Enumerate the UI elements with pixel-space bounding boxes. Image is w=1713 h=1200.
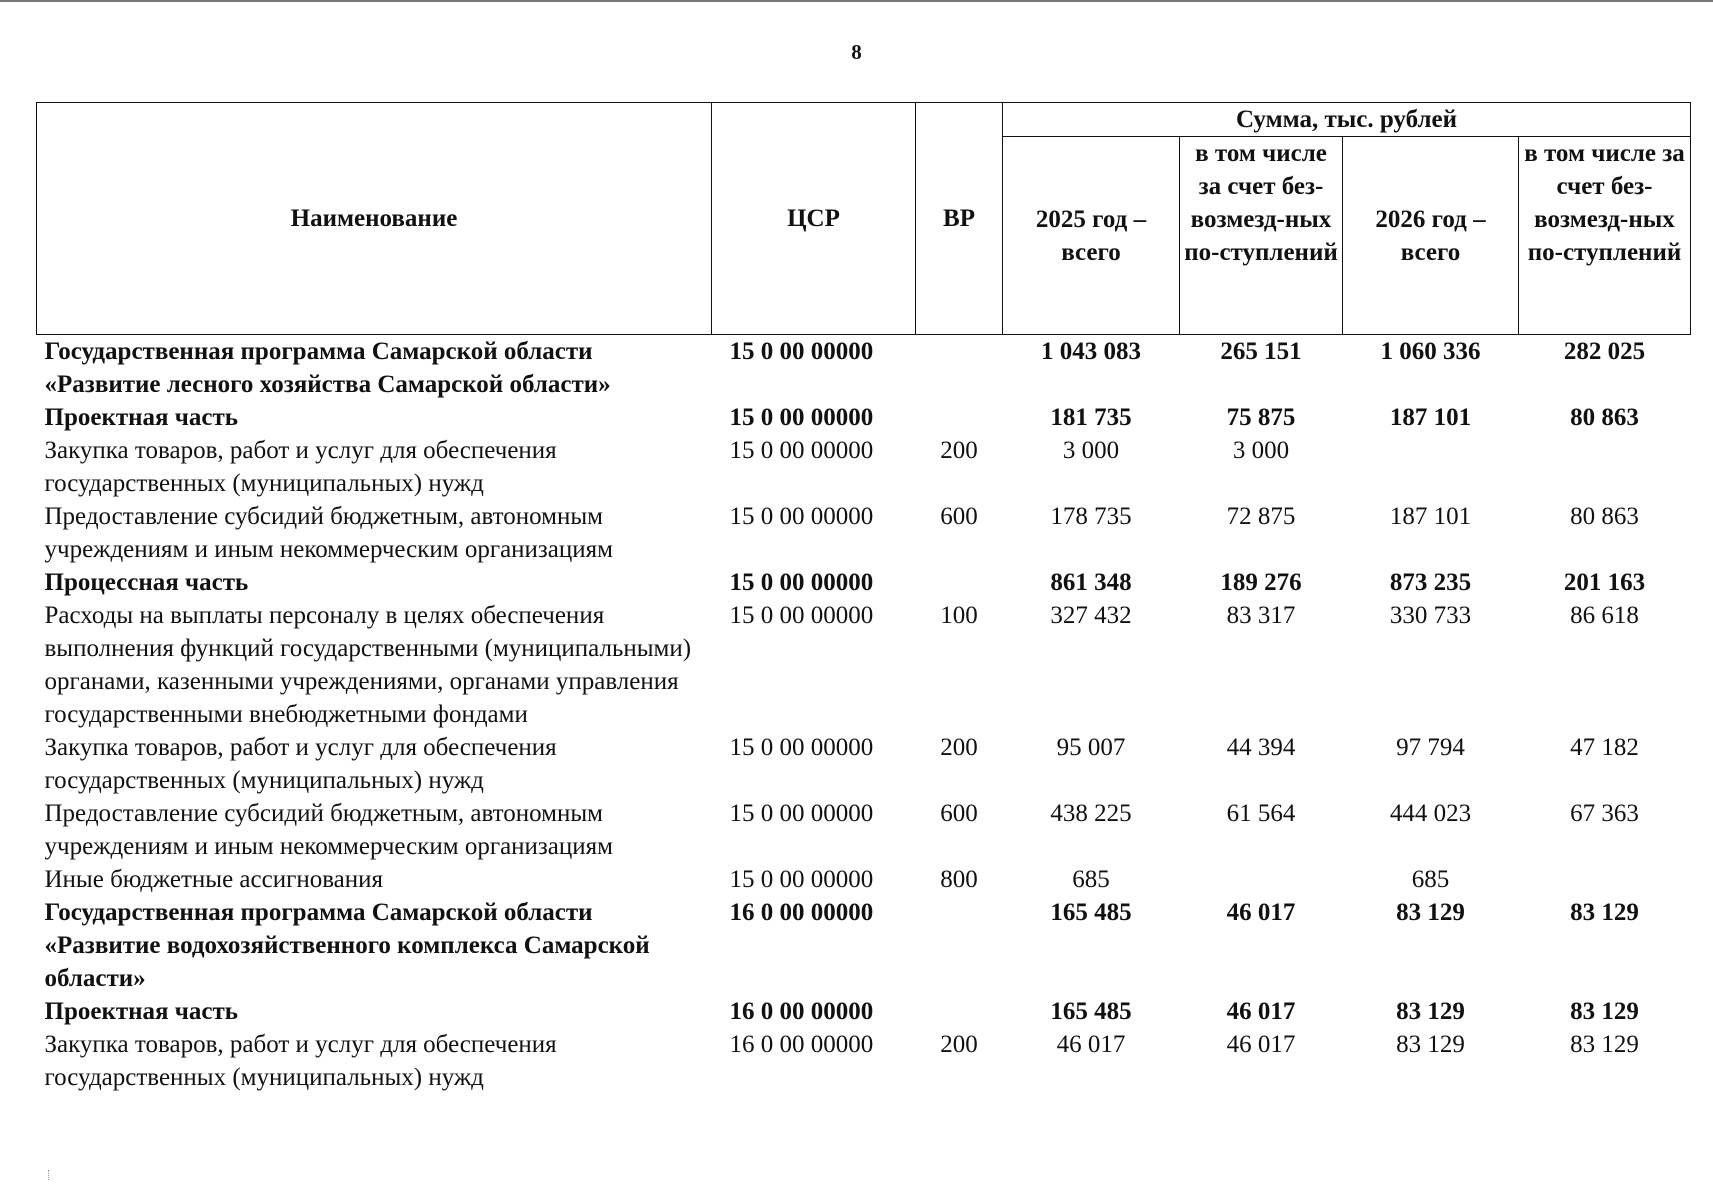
row-2026-gratuitous: 80 863 bbox=[1570, 404, 1639, 431]
table-row bbox=[37, 731, 1691, 797]
table-row bbox=[37, 797, 1691, 863]
header-csr: ЦСР bbox=[712, 103, 916, 335]
row-vr bbox=[916, 335, 1003, 402]
row-vr: 100 bbox=[940, 602, 978, 629]
table-row bbox=[37, 896, 1691, 995]
table-body bbox=[37, 335, 1691, 1095]
row-2025-gratuitous: 75 875 bbox=[1226, 404, 1296, 431]
row-csr: 15 0 00 00000 bbox=[729, 734, 874, 761]
row-2026-total: 444 023 bbox=[1389, 800, 1472, 827]
row-2026-total: 187 101 bbox=[1389, 503, 1472, 530]
row-2026-gratuitous: 86 618 bbox=[1570, 602, 1639, 629]
row-2025-total: 165 485 bbox=[1050, 998, 1132, 1025]
row-name: Проектная часть bbox=[44, 404, 239, 431]
row-2026-total: 97 794 bbox=[1396, 734, 1465, 761]
row-2026-gratuitous bbox=[1519, 863, 1691, 896]
row-2025-total: 46 017 bbox=[1056, 1031, 1126, 1058]
row-2026-total: 330 733 bbox=[1389, 602, 1472, 629]
row-2025-gratuitous: 44 394 bbox=[1226, 734, 1296, 761]
header-2026-gratuitous: в том числе за счет без-возмезд-ных по-ступлений bbox=[1519, 137, 1691, 335]
table-row bbox=[37, 599, 1691, 731]
row-2026-gratuitous: 83 129 bbox=[1570, 998, 1639, 1025]
row-2025-gratuitous bbox=[1180, 863, 1343, 896]
row-2025-gratuitous: 46 017 bbox=[1226, 899, 1296, 926]
row-2025-gratuitous: 46 017 bbox=[1226, 998, 1296, 1025]
row-name: Процессная часть bbox=[44, 569, 249, 596]
header-vr: ВР bbox=[916, 103, 1003, 335]
row-2025-gratuitous: 83 317 bbox=[1226, 602, 1296, 629]
row-name: Иные бюджетные ассигнования bbox=[44, 866, 384, 893]
row-name: Государственная программа Самарской области «Развитие водохозяйственного комплекса Самарской области» bbox=[44, 899, 650, 992]
header-sum-group: Сумма, тыс. рублей bbox=[1003, 103, 1691, 137]
row-2026-gratuitous: 83 129 bbox=[1570, 1031, 1639, 1058]
row-2026-total: 83 129 bbox=[1396, 899, 1465, 926]
row-2025-gratuitous: 189 276 bbox=[1220, 569, 1302, 596]
row-vr: 600 bbox=[940, 503, 978, 530]
row-vr: 200 bbox=[940, 1031, 978, 1058]
row-csr: 16 0 00 00000 bbox=[729, 1031, 874, 1058]
row-2025-gratuitous: 61 564 bbox=[1226, 800, 1296, 827]
row-csr: 15 0 00 00000 bbox=[729, 437, 874, 464]
row-csr: 15 0 00 00000 bbox=[729, 602, 874, 629]
row-2025-total: 181 735 bbox=[1050, 404, 1132, 431]
row-csr: 15 0 00 00000 bbox=[729, 569, 874, 596]
row-vr bbox=[916, 566, 1003, 599]
row-2025-gratuitous: 72 875 bbox=[1226, 503, 1296, 530]
row-vr bbox=[916, 401, 1003, 434]
row-csr: 15 0 00 00000 bbox=[729, 503, 874, 530]
row-2026-gratuitous: 83 129 bbox=[1570, 899, 1639, 926]
row-vr: 200 bbox=[940, 437, 978, 464]
row-vr bbox=[916, 896, 1003, 995]
header-name: Наименование bbox=[37, 103, 712, 335]
budget-table bbox=[36, 102, 1691, 1094]
row-2025-gratuitous: 3 000 bbox=[1232, 437, 1290, 464]
row-2026-gratuitous: 47 182 bbox=[1570, 734, 1639, 761]
table-row bbox=[37, 434, 1691, 500]
row-2025-gratuitous: 265 151 bbox=[1220, 338, 1302, 365]
row-vr: 800 bbox=[940, 866, 978, 893]
header-2026-total: 2026 год – всего bbox=[1343, 137, 1519, 335]
row-csr: 15 0 00 00000 bbox=[729, 866, 874, 893]
row-2026-gratuitous: 67 363 bbox=[1570, 800, 1639, 827]
row-name: Предоставление субсидий бюджетным, автономным учреждениям и иным некоммерческим организациям bbox=[44, 800, 613, 860]
row-csr: 16 0 00 00000 bbox=[729, 998, 874, 1025]
row-2025-total: 438 225 bbox=[1050, 800, 1132, 827]
row-name: Расходы на выплаты персоналу в целях обеспечения выполнения функций государственными (муниципальными) органами, казенными учреждениями, органами управления государственными внебюджетными фондами bbox=[44, 602, 692, 728]
row-name: Государственная программа Самарской области «Развитие лесного хозяйства Самарской области» bbox=[44, 338, 611, 398]
table-row bbox=[37, 500, 1691, 566]
table-row bbox=[37, 566, 1691, 599]
row-2025-total: 327 432 bbox=[1050, 602, 1132, 629]
header-2025-total: 2025 год – всего bbox=[1003, 137, 1180, 335]
row-2026-gratuitous: 201 163 bbox=[1563, 569, 1646, 596]
row-csr: 15 0 00 00000 bbox=[729, 338, 874, 365]
row-csr: 15 0 00 00000 bbox=[729, 404, 874, 431]
table-row bbox=[37, 335, 1691, 402]
table-row bbox=[37, 995, 1691, 1028]
row-vr: 600 bbox=[940, 800, 978, 827]
row-2026-total: 1 060 336 bbox=[1380, 338, 1481, 365]
row-name: Предоставление субсидий бюджетным, автономным учреждениям и иным некоммерческим организациям bbox=[44, 503, 613, 563]
table-row bbox=[37, 401, 1691, 434]
scan-edge-line bbox=[0, 0, 1713, 2]
row-csr: 15 0 00 00000 bbox=[729, 800, 874, 827]
row-2026-gratuitous: 282 025 bbox=[1563, 338, 1646, 365]
row-2026-gratuitous: 80 863 bbox=[1570, 503, 1639, 530]
table-row bbox=[37, 1028, 1691, 1094]
row-2026-gratuitous bbox=[1519, 434, 1691, 500]
row-name: Закупка товаров, работ и услуг для обеспечения государственных (муниципальных) нужд bbox=[44, 1031, 557, 1091]
row-name: Закупка товаров, работ и услуг для обеспечения государственных (муниципальных) нужд bbox=[44, 734, 557, 794]
row-2025-total: 3 000 bbox=[1062, 437, 1120, 464]
row-2025-total: 685 bbox=[1072, 866, 1110, 893]
scan-speck bbox=[48, 1170, 53, 1180]
row-vr bbox=[916, 995, 1003, 1028]
page-number: 8 bbox=[851, 40, 862, 64]
row-2025-total: 178 735 bbox=[1050, 503, 1132, 530]
row-2025-total: 861 348 bbox=[1050, 569, 1132, 596]
row-2025-total: 165 485 bbox=[1050, 899, 1132, 926]
row-vr: 200 bbox=[940, 734, 978, 761]
table-header bbox=[37, 103, 1691, 335]
row-2025-total: 95 007 bbox=[1056, 734, 1126, 761]
row-2025-total: 1 043 083 bbox=[1041, 338, 1141, 365]
row-2026-total: 83 129 bbox=[1396, 998, 1465, 1025]
header-2025-gratuitous: в том числе за счет без-возмезд-ных по-ступлений bbox=[1180, 137, 1343, 335]
row-name: Закупка товаров, работ и услуг для обеспечения государственных (муниципальных) нужд bbox=[44, 437, 557, 497]
row-name: Проектная часть bbox=[44, 998, 239, 1025]
row-2026-total: 187 101 bbox=[1389, 404, 1472, 431]
row-2026-total: 685 bbox=[1411, 866, 1450, 893]
row-2026-total bbox=[1343, 434, 1519, 500]
row-2026-total: 83 129 bbox=[1396, 1031, 1465, 1058]
row-2026-total: 873 235 bbox=[1389, 569, 1472, 596]
row-csr: 16 0 00 00000 bbox=[729, 899, 874, 926]
row-2025-gratuitous: 46 017 bbox=[1226, 1031, 1296, 1058]
table-row bbox=[37, 863, 1691, 896]
